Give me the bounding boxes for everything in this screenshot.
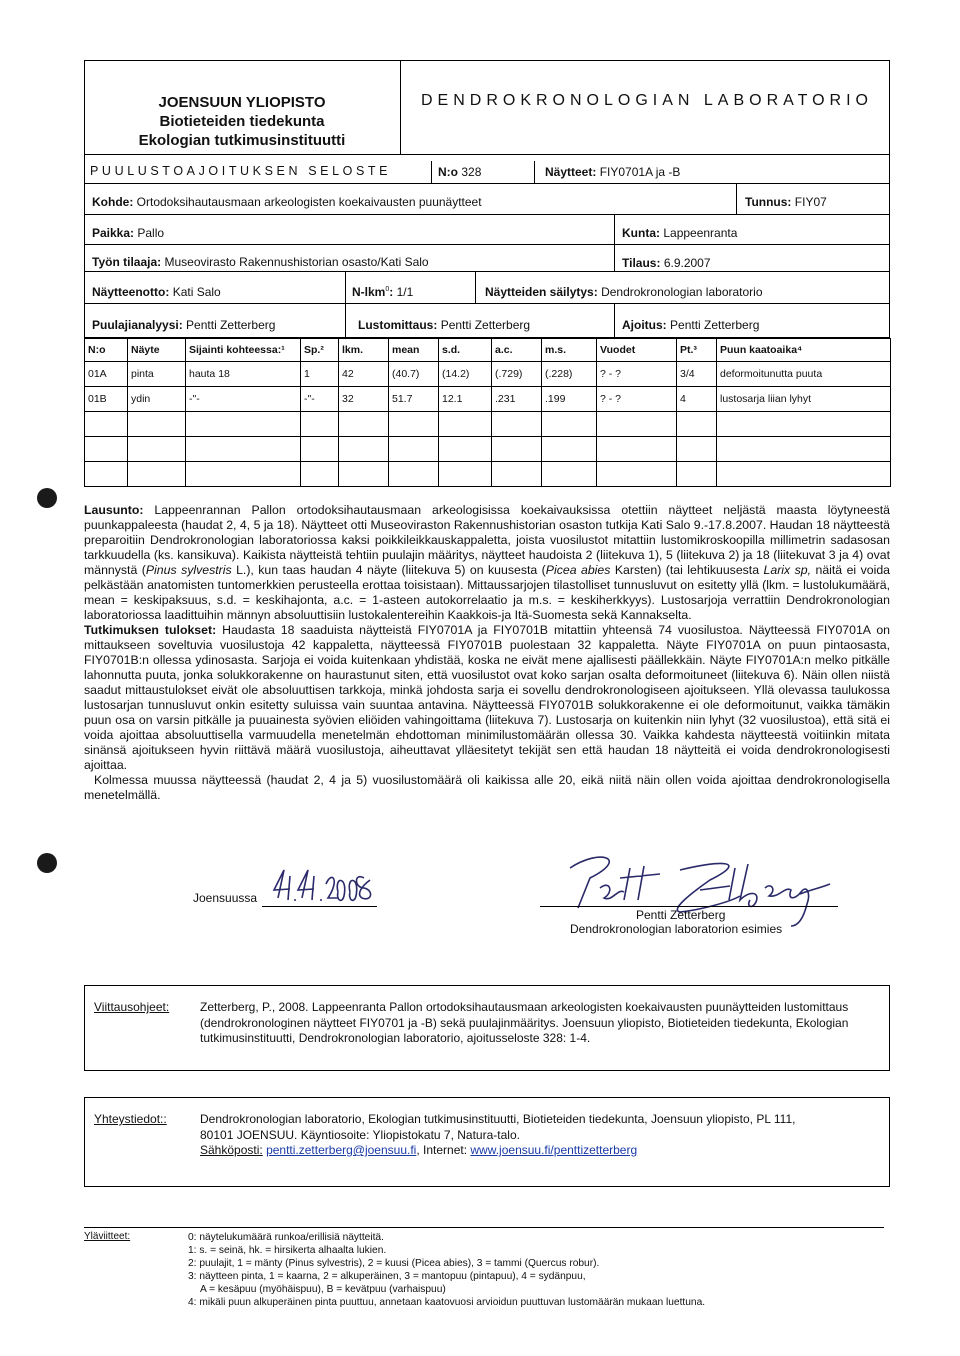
cell — [439, 437, 492, 462]
th-sijainti: Sijainti kohteessa:¹ — [186, 339, 301, 362]
th-sp: Sp.² — [301, 339, 339, 362]
handwritten-date — [272, 862, 382, 906]
footnote-0: 0: näytelukumäärä runkoa/erillisiä näytteitä. — [188, 1232, 384, 1243]
footnotes-label: Yläviitteet: — [84, 1231, 131, 1242]
cell: ? - ? — [597, 362, 677, 387]
cell: hauta 18 — [186, 362, 301, 387]
cell — [186, 462, 301, 487]
cell: 51.7 — [389, 387, 439, 412]
cell: lustosarja liian lyhyt — [717, 387, 891, 412]
cell — [301, 437, 339, 462]
cell: 32 — [339, 387, 389, 412]
th-ac: a.c. — [492, 339, 542, 362]
field-kunta: Kunta: Lappeenranta — [622, 226, 738, 240]
cell — [389, 412, 439, 437]
th-mean: mean — [389, 339, 439, 362]
cell — [85, 462, 128, 487]
signature-place: Joensuussa — [193, 891, 258, 905]
report-number: N:o 328 — [438, 165, 482, 179]
cell: 01B — [85, 387, 128, 412]
cell — [439, 462, 492, 487]
cell: .231 — [492, 387, 542, 412]
institute-line: Ekologian tutkimusinstituutti — [138, 132, 346, 149]
cell — [542, 412, 597, 437]
th-lkm: lkm. — [339, 339, 389, 362]
cell — [717, 437, 891, 462]
faculty-line: Biotieteiden tiedekunta — [159, 113, 325, 130]
cell — [128, 437, 186, 462]
lab-title: DENDROKRONOLOGIAN LABORATORIO — [420, 92, 873, 109]
statement-paragraph-2: Tutkimuksen tulokset: Haudasta 18 saaduista näytteistä FIY0701A ja FIY0701B mitattiin yhteensä 74 vuosilustoa. Näytteessä FIY0701A on mittaukseen soveltuvia vuosilustoja 42 kappaletta, näytteessä FIY0701B puolestaan 32 kappaletta. Näyte FIY0701A on puun pintaosasta, FIY0701B:n ollessa ydinosasta. Sarjoja ei voida kuitenkaan yhdistää, koska ne eivät mene ajallisesti päällekkäin. Näyte FIY0701A:n melko pitkälle lahonnutta puuta, jonka solukkorakenne on haurastunut siten, että vuosilustot ovat koko sarjan osalta deformoituneet (liitekuva 6). Näin ollen niistä saadut mittaustulokset eivät ole absoluuttisen tarkkoja, minkä johdosta sarja ei sovellu dendrokronologiseen ajoitukseen. Yllä olevassa taulukossa lustosarjan tunnusluvut onkin esitetty suluissa vain suuntaa antavina. Näytteessä FIY0701B solukkorakenne ei ole deformoitunut, vaikka tämäkin puun osa on varsin pitkälle ja puuainesta syövien eliöiden vahingoittama (liitekuva 7). Lustosarja on kuitenkin niin lyhyt (32 vuosilustoa), että sitä ei voida ajoittaa absoluuttisella varmuudella menetelmän ehdottoman minimilustomäärän ollessa 30. Vaikka kahdesta näytteestä voitiinkin mitata sinänsä ajoitukseen hyvin riittävä määrä vuosilustoja, aiheuttavat ylläesitetyt tekijät sen että haudan 18 näytteitä ei voida dendrokronologisesti ajoittaa. — [84, 623, 890, 772]
statement-paragraph-1: Lausunto: Lappeenrannan Pallon ortodoksihautausmaan arkeologisissa koekaivauksissa otettiin näytteet neljästä maasta löytyneestä puunkappaleesta (haudat 2, 4, 5 ja 18). Näytteet otti Museoviraston Rakennushistorian osaston tutkija Kati Salo 9.-17.8.2007. Haudan 18 näytteestä preparoitiin Dendrokronologian laboratoriossa kaksi poikkileikkauskappaletta, joista vuosilustot mitattiin lustomikroskoopilla millimetrin sadasosan tarkkuudella (ks. kansikuva). Kaikista näytteistä tehtiin puulajin määritys, näytteet haudoista 2 (liitekuva 1), 5 (liitekuva 2) ja 18 (liitekuvat 3 ja 4) ovat männystä (Pinus sylvestris L.), kun taas haudan 4 näyte (liitekuva 5) on kuusesta (Picea abies Karsten) (tai lehtikuusesta Larix sp, näitä ei voida pelkästään anatomisten tuntomerkkien perusteella erottaa toisistaan). Mittaussarjojen tilastolliset tunnusluvut on esitetty yllä (lkm. = lustolukumäärä, mean = keskipaksuus, s.d. = keskihajonta, a.c. = 1-asteen autokorrelaatio ja m.s. = keskiherkkyys). Lustosarjoja verrattiin Dendrokronologian laboratoriossa laadittuihin männyn absoluuttisiin lustokalentereihin Kaakkois-ja Itä-Suomesta sekä Kannakselta. — [84, 503, 891, 622]
cell: pinta — [128, 362, 186, 387]
signer-role: Dendrokronologian laboratorion esimies — [570, 922, 783, 936]
contact-label: Yhteystiedot:: — [94, 1112, 167, 1126]
th-ms: m.s. — [542, 339, 597, 362]
cell — [677, 437, 717, 462]
cell — [389, 462, 439, 487]
table-row — [85, 437, 891, 462]
cell — [492, 412, 542, 437]
field-puulaji: Puulajianalyysi: Pentti Zetterberg — [92, 318, 276, 332]
cell: 01A — [85, 362, 128, 387]
cell — [301, 412, 339, 437]
cell — [597, 462, 677, 487]
field-nlkm: N-lkm$^0$: 1/1 — [352, 285, 414, 299]
cell — [339, 412, 389, 437]
cell — [85, 412, 128, 437]
th-pt: Pt.³ — [677, 339, 717, 362]
footnote-5: 4: mikäli puun alkuperäinen pinta puuttuu, annetaan kaatovuosi arvioidun puuttuvan lustomäärän mukaan luettuna. — [188, 1297, 706, 1308]
th-no: N:o — [85, 339, 128, 362]
table-row — [85, 387, 891, 412]
cell — [717, 462, 891, 487]
table-header-row — [85, 339, 891, 362]
cell — [339, 437, 389, 462]
th-nayte: Näyte — [128, 339, 186, 362]
references-label: Viittausohjeet: — [94, 1000, 170, 1014]
cell — [677, 462, 717, 487]
contact-line-1: Dendrokronologian laboratorio, Ekologian tutkimusinstituutti, Biotieteiden tiedekunta, Joensuun yliopisto, PL 111, — [200, 1112, 796, 1126]
statement-paragraph-3: Kolmessa muussa näytteessä (haudat 2, 4 ja 5) vuosilustomäärä oli kaikissa alle 20, eikä niitä näin ollen voida ajoittaa dendrokronologisella menetelmällä. — [84, 773, 890, 802]
contact-text — [200, 1112, 880, 1159]
footnote-2: 2: puulajit, 1 = mänty (Pinus sylvestris), 2 = kuusi (Picea abies), 3 = tammi (Quercus robur). — [188, 1258, 600, 1269]
field-ajoitus: Ajoitus: Pentti Zetterberg — [622, 318, 760, 332]
cell — [128, 462, 186, 487]
cell — [492, 437, 542, 462]
website-link[interactable]: www.joensuu.fi/penttizetterberg — [470, 1143, 638, 1157]
cell — [542, 462, 597, 487]
cell: (.729) — [492, 362, 542, 387]
footnote-1: 1: s. = seinä, hk. = hirsikerta alhaalta lukien. — [188, 1245, 387, 1256]
cell — [186, 437, 301, 462]
signer-name: Pentti Zetterberg — [636, 908, 726, 922]
field-tunnus: Tunnus: FIY07 — [745, 195, 827, 209]
th-kaatoaika: Puun kaatoaika⁴ — [717, 339, 891, 362]
report-title: PUULUSTOAJOITUKSEN SELOSTE — [90, 164, 392, 178]
measurement-table — [84, 338, 891, 487]
cell — [389, 437, 439, 462]
cell: -"- — [186, 387, 301, 412]
field-lustomittaus: Lustomittaus: Pentti Zetterberg — [358, 318, 531, 332]
contact-line-3: Sähköposti: pentti.zetterberg@joensuu.fi, Internet: www.joensuu.fi/penttizetterberg — [200, 1143, 638, 1157]
cell — [597, 437, 677, 462]
cell — [439, 412, 492, 437]
cell: (14.2) — [439, 362, 492, 387]
cell: 4 — [677, 387, 717, 412]
cell — [717, 412, 891, 437]
contact-line-2: 80101 JOENSUU. Käyntiosoite: Yliopistokatu 7, Natura-talo. — [200, 1127, 520, 1142]
field-paikka: Paikka: Pallo — [92, 226, 165, 240]
field-naytteenotto: Näytteenotto: Kati Salo — [92, 285, 221, 299]
cell — [301, 462, 339, 487]
references-text: Zetterberg, P., 2008. Lappeenranta Pallon ortodoksihautausmaan arkeologisten koekaivausten puunäytteiden lustomittaus (dendrokronologinen näytteet FIY0701 ja -B) sekä puulajinmääritys. Joensuun yliopisto, Biotieteiden tiedekunta, Ekologian tutkimusinstituutti, Dendrokronologian laboratorio, ajoitusseloste 328: 1-4. — [200, 1000, 849, 1045]
university-line: JOENSUUN YLIOPISTO — [158, 94, 326, 111]
cell — [492, 462, 542, 487]
cell: deformoitunutta puuta — [717, 362, 891, 387]
table-row — [85, 462, 891, 487]
cell — [339, 462, 389, 487]
cell: ? - ? — [597, 387, 677, 412]
cell — [85, 437, 128, 462]
binder-hole-top — [37, 488, 57, 508]
header-divider — [400, 60, 401, 155]
cell — [542, 437, 597, 462]
report-samples: Näytteet: FIY0701A ja -B — [545, 165, 681, 179]
field-tilaaja: Työn tilaaja: Museovirasto Rakennushistorian osasto/Kati Salo — [92, 255, 429, 269]
cell: (40.7) — [389, 362, 439, 387]
email-link[interactable]: pentti.zetterberg@joensuu.fi — [266, 1143, 417, 1157]
th-vuodet: Vuodet — [597, 339, 677, 362]
table-row — [85, 362, 891, 387]
field-sailytys: Näytteiden säilytys: Dendrokronologian laboratorio — [485, 285, 763, 299]
footnotes-list — [188, 1231, 878, 1309]
cell: 3/4 — [677, 362, 717, 387]
cell — [677, 412, 717, 437]
cell — [186, 412, 301, 437]
cell: -"- — [301, 387, 339, 412]
footnote-3: 3: näytteen pinta, 1 = kaarna, 2 = alkuperäinen, 3 = mantopuu (pintapuu), 4 = sydänpuu, — [188, 1271, 586, 1282]
th-sd: s.d. — [439, 339, 492, 362]
cell: 42 — [339, 362, 389, 387]
statement-text — [84, 503, 890, 803]
cell: ydin — [128, 387, 186, 412]
table-row — [85, 412, 891, 437]
cell — [597, 412, 677, 437]
binder-hole-bottom — [37, 853, 57, 873]
cell: 1 — [301, 362, 339, 387]
cell — [128, 412, 186, 437]
cell: .199 — [542, 387, 597, 412]
university-name — [86, 93, 398, 150]
field-tilaus: Tilaus: 6.9.2007 — [622, 256, 711, 270]
cell: (.228) — [542, 362, 597, 387]
footnote-4: A = kesäpuu (myöhäispuu), B = kevätpuu (varhaispuu) — [200, 1284, 446, 1295]
field-kohde: Kohde: Ortodoksihautausmaan arkeologisten koekaivausten puunäytteet — [92, 195, 482, 209]
cell: 12.1 — [439, 387, 492, 412]
